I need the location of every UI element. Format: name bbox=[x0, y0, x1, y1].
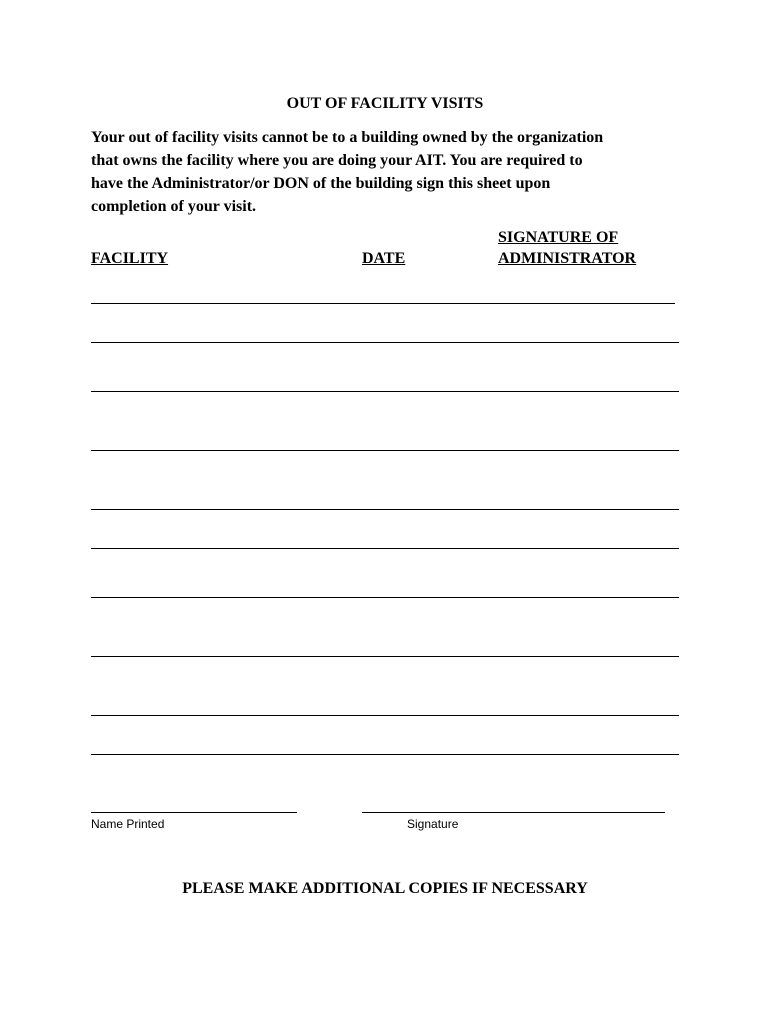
signature-label: Signature bbox=[407, 817, 459, 831]
signature-column-header bbox=[498, 227, 636, 269]
entry-line[interactable] bbox=[91, 450, 679, 451]
date-column-header: DATE bbox=[362, 250, 406, 267]
instructions-line: have the Administrator/or DON of the building sign this sheet upon bbox=[91, 175, 551, 192]
entry-line[interactable] bbox=[91, 303, 675, 304]
instructions-line: Your out of facility visits cannot be to a building owned by the organization bbox=[91, 129, 604, 146]
entry-line[interactable] bbox=[91, 715, 679, 716]
entry-line[interactable] bbox=[91, 656, 679, 657]
signature-header-line2: ADMINISTRATOR bbox=[498, 250, 637, 267]
instructions-paragraph bbox=[91, 126, 691, 218]
instructions-line: that owns the facility where you are doing your AIT. You are required to bbox=[91, 152, 583, 169]
name-printed-label: Name Printed bbox=[91, 817, 165, 831]
entry-line[interactable] bbox=[91, 754, 679, 755]
footer-note: PLEASE MAKE ADDITIONAL COPIES IF NECESSARY bbox=[182, 880, 588, 897]
name-printed-line[interactable] bbox=[91, 812, 297, 813]
entry-line[interactable] bbox=[91, 597, 679, 598]
entry-line[interactable] bbox=[91, 548, 679, 549]
signature-header-line1: SIGNATURE OF bbox=[498, 229, 619, 246]
entry-line[interactable] bbox=[91, 509, 679, 510]
signature-line[interactable] bbox=[362, 812, 665, 813]
facility-column-header: FACILITY bbox=[91, 250, 169, 267]
form-title: OUT OF FACILITY VISITS bbox=[286, 95, 484, 112]
entry-line[interactable] bbox=[91, 391, 679, 392]
instructions-line: completion of your visit. bbox=[91, 198, 257, 215]
entry-line[interactable] bbox=[91, 342, 679, 343]
